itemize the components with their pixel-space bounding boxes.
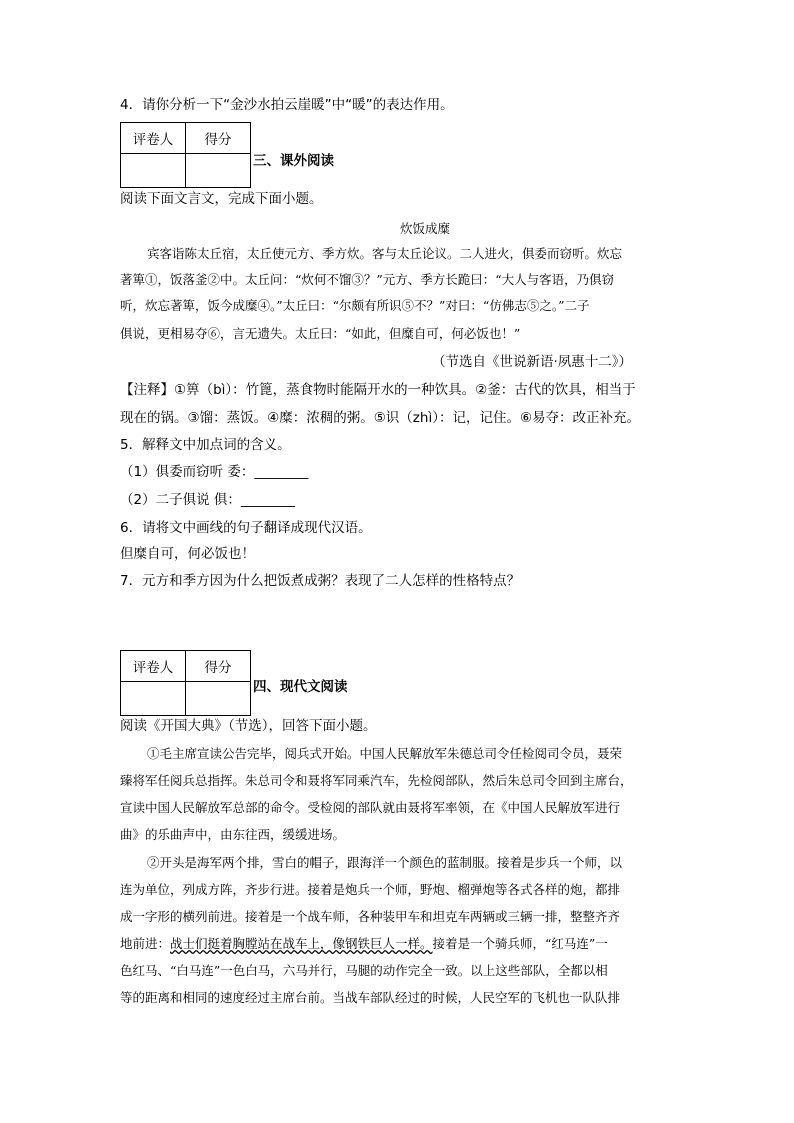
grader-cell[interactable] bbox=[121, 682, 186, 716]
p1-line-3: 宣读中国人民解放军总部的命令。受检阅的部队就由聂将军率领，在《中国人民解放军进行 bbox=[120, 800, 621, 815]
question-5-1: （1）俱委而窃听 委：________ bbox=[120, 464, 309, 480]
section-4-instruction: 阅读《开国大典》（节选），回答下面小题。 bbox=[120, 718, 377, 734]
score-label: 得分 bbox=[186, 651, 251, 682]
section-3-instruction: 阅读下面文言文，完成下面小题。 bbox=[120, 191, 323, 207]
p2-line-4-end: 接着是一个骑兵师，“红马连”一 bbox=[432, 936, 608, 951]
p2-line-3: 成一字形的横列前进。接着是一个战车师，各种装甲车和坦克车两辆或三辆一排，整整齐齐 bbox=[120, 909, 621, 924]
score-cell[interactable] bbox=[186, 154, 251, 188]
p1-line-4: 曲》的乐曲声中，由东往西，缓缓进场。 bbox=[120, 827, 346, 842]
question-5-2: （2）二子俱说 俱：________ bbox=[120, 492, 295, 508]
score-label: 得分 bbox=[186, 123, 251, 154]
question-6-sentence: 但糜自可，何必饭也！ bbox=[120, 546, 255, 562]
p2-line-4 bbox=[120, 934, 608, 952]
passage-line-1: 宾客诣陈太丘宿，太丘使元方、季方炊。客与太丘论议。二人进火，俱委而窃听。炊忘 bbox=[147, 246, 623, 261]
passage-line-2: 著箄①，饭落釜②中。太丘问：“炊何不馏③？”元方、季方长跪曰：“大人与客语，乃俱窃 bbox=[120, 272, 615, 287]
p2-line-1: ②开头是海军两个排，雪白的帽子，跟海洋一个颜色的蓝制服。接着是步兵一个师，以 bbox=[147, 855, 623, 870]
passage-line-4: 俱说，更相易夺⑥，言无遗失。太丘曰：“如此，但糜自可，何必饭也！” bbox=[120, 326, 521, 341]
p2-line-2: 连为单位，列成方阵，齐步行进。接着是炮兵一个师，野炮、榴弹炮等各式各样的炮，都排 bbox=[120, 882, 621, 897]
grader-table bbox=[120, 122, 251, 188]
section-3-title: 三、课外阅读 bbox=[253, 153, 334, 169]
p2-line-4-start: 地前进： bbox=[120, 936, 171, 951]
grader-label: 评卷人 bbox=[121, 123, 186, 154]
p1-line-2: 臻将军任阅兵总指挥。朱总司令和聂将军同乘汽车，先检阅部队，然后朱总司令回到主席台， bbox=[120, 773, 633, 788]
question-5: 5．解释文中加点词的含义。 bbox=[120, 437, 291, 453]
grader-table-2 bbox=[120, 650, 251, 716]
score-cell[interactable] bbox=[186, 682, 251, 716]
grader-cell[interactable] bbox=[121, 154, 186, 188]
question-7: 7．元方和季方因为什么把饭煮成粥？表现了二人怎样的性格特点？ bbox=[120, 573, 521, 589]
question-6: 6．请将文中画线的句子翻译成现代汉语。 bbox=[120, 520, 372, 536]
p2-line-5: 色红马、“白马连”一色白马，六马并行，马腿的动作完全一致。以上这些部队，全都以相 bbox=[120, 963, 608, 978]
notes-line-2: 现在的锅。③馏：蒸饭。④糜：浓稠的粥。⑤识（zhì）：记，记住。⑥易夺：改正补充。 bbox=[120, 410, 641, 426]
passage-title: 炊饭成糜 bbox=[400, 221, 451, 236]
grader-label: 评卷人 bbox=[121, 651, 186, 682]
passage-source: （节选自《世说新语·夙惠十二》） bbox=[432, 354, 633, 370]
underlined-sentence: 战士们挺着胸膛站在战车上，像钢铁巨人一样。 bbox=[170, 936, 433, 951]
notes-line-1: 【注释】①箅（bì）：竹篦，蒸食物时能隔开水的一种饮具。②釜：古代的饮具，相当于 bbox=[120, 382, 636, 398]
section-4-title: 四、现代文阅读 bbox=[253, 679, 348, 695]
passage-line-3: 听，炊忘著箄，饭今成糜④。”太丘曰：“尔颇有所识⑤不？”对曰：“仿佛志⑤之。”二子 bbox=[120, 298, 590, 313]
question-4: 4．请你分析一下“金沙水拍云崖暖”中“暖”的表达作用。 bbox=[120, 97, 454, 113]
p1-line-1: ①毛主席宣读公告完毕，阅兵式开始。中国人民解放军朱德总司令任检阅司令员，聂荣 bbox=[147, 746, 623, 761]
p2-line-6: 等的距离和相同的速度经过主席台前。当战车部队经过的时候，人民空军的飞机也一队队排 bbox=[120, 990, 621, 1005]
